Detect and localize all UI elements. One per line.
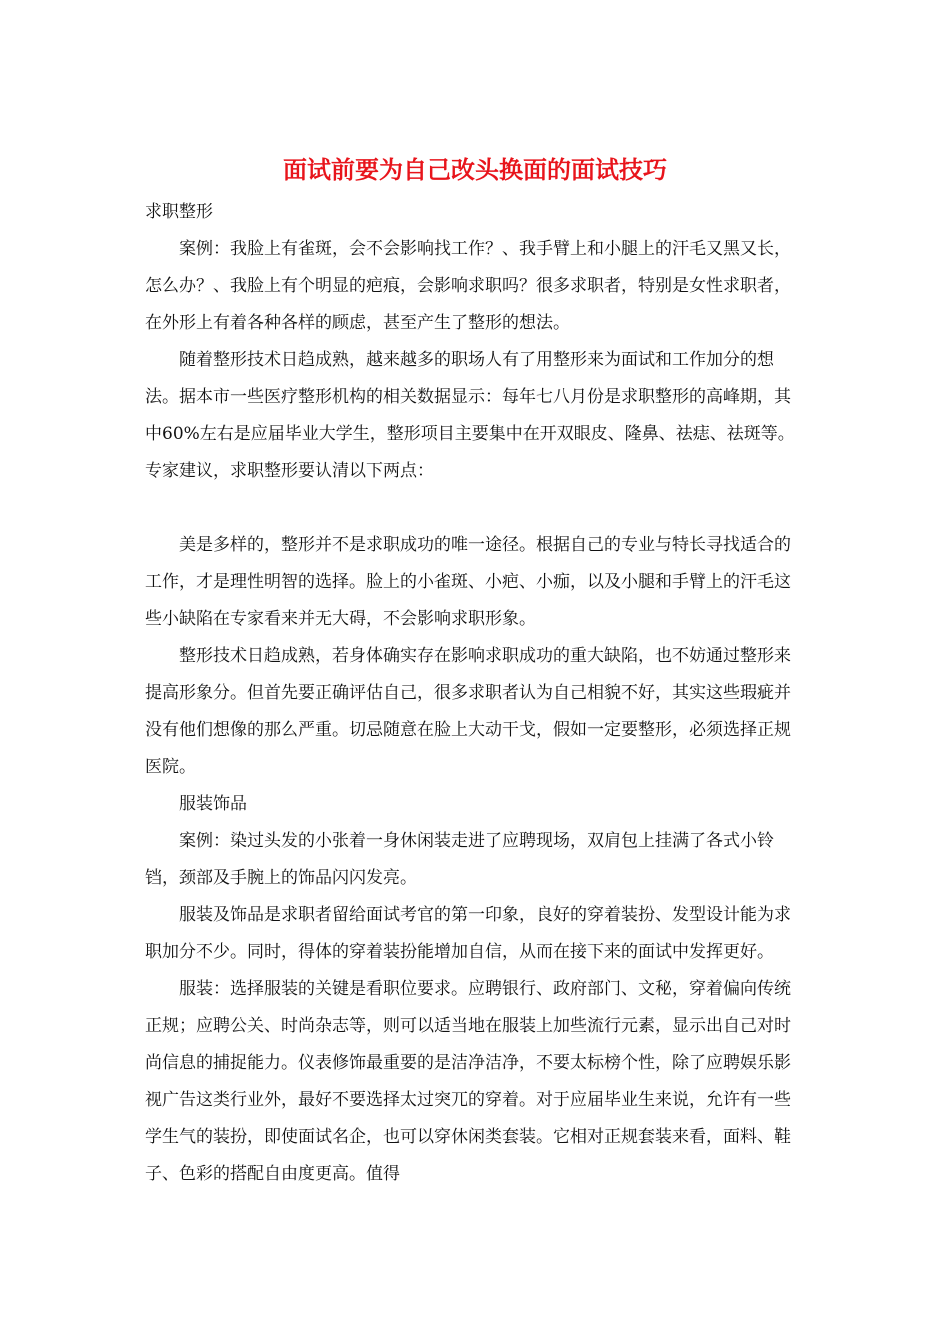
document-body: [145, 194, 805, 1193]
paragraph: 服装：选择服装的关键是看职位要求。应聘银行、政府部门、文秘，穿着偏向传统正规；应聘公关、时尚杂志等，则可以适当地在服装上加些流行元素，显示出自己对时尚信息的捕捉能力。仪表修饰最重要的是洁净洁净，不要太标榜个性，除了应聘娱乐影视广告这类行业外，最好不要选择太过突兀的穿着。对于应届毕业生来说，允许有一些学生气的装扮，即使面试名企，也可以穿休闲类套装。它相对正规套装来看，面料、鞋子、色彩的搭配自由度更高。值得: [145, 979, 791, 1184]
paragraph: 案例：我脸上有雀斑，会不会影响找工作？、我手臂上和小腿上的汗毛又黑又长，怎么办？、我脸上有个明显的疤痕，会影响求职吗？很多求职者，特别是女性求职者，在外形上有着各种各样的顾虑，甚至产生了整形的想法。: [145, 239, 791, 333]
section-heading-cosmetic-surgery: 求职整形: [145, 202, 213, 222]
blank-line: [145, 490, 805, 527]
page-title: 面试前要为自己改头换面的面试技巧: [283, 155, 667, 184]
section-heading-clothing: 服装饰品: [179, 794, 247, 814]
paragraph: 美是多样的，整形并不是求职成功的唯一途径。根据自己的专业与特长寻找适合的工作，才是理性明智的选择。脸上的小雀斑、小疤、小痂，以及小腿和手臂上的汗毛这些小缺陷在专家看来并无大碍，不会影响求职形象。: [145, 535, 791, 629]
paragraph: 整形技术日趋成熟，若身体确实存在影响求职成功的重大缺陷，也不妨通过整形来提高形象分。但首先要正确评估自己，很多求职者认为自己相貌不好，其实这些瑕疵并没有他们想像的那么严重。切忌随意在脸上大动干戈，假如一定要整形，必须选择正规医院。: [145, 646, 791, 777]
paragraph: 服装及饰品是求职者留给面试考官的第一印象，良好的穿着装扮、发型设计能为求职加分不少。同时，得体的穿着装扮能增加自信，从而在接下来的面试中发挥更好。: [145, 905, 791, 962]
paragraph: 随着整形技术日趋成熟，越来越多的职场人有了用整形来为面试和工作加分的想法。据本市一些医疗整形机构的相关数据显示：每年七八月份是求职整形的高峰期，其中60%左右是应届毕业大学生，整形项目主要集中在开双眼皮、隆鼻、祛痣、祛斑等。专家建议，求职整形要认清以下两点：: [145, 350, 795, 481]
paragraph: 案例：染过头发的小张着一身休闲装走进了应聘现场，双肩包上挂满了各式小铃铛，颈部及手腕上的饰品闪闪发亮。: [145, 831, 774, 888]
